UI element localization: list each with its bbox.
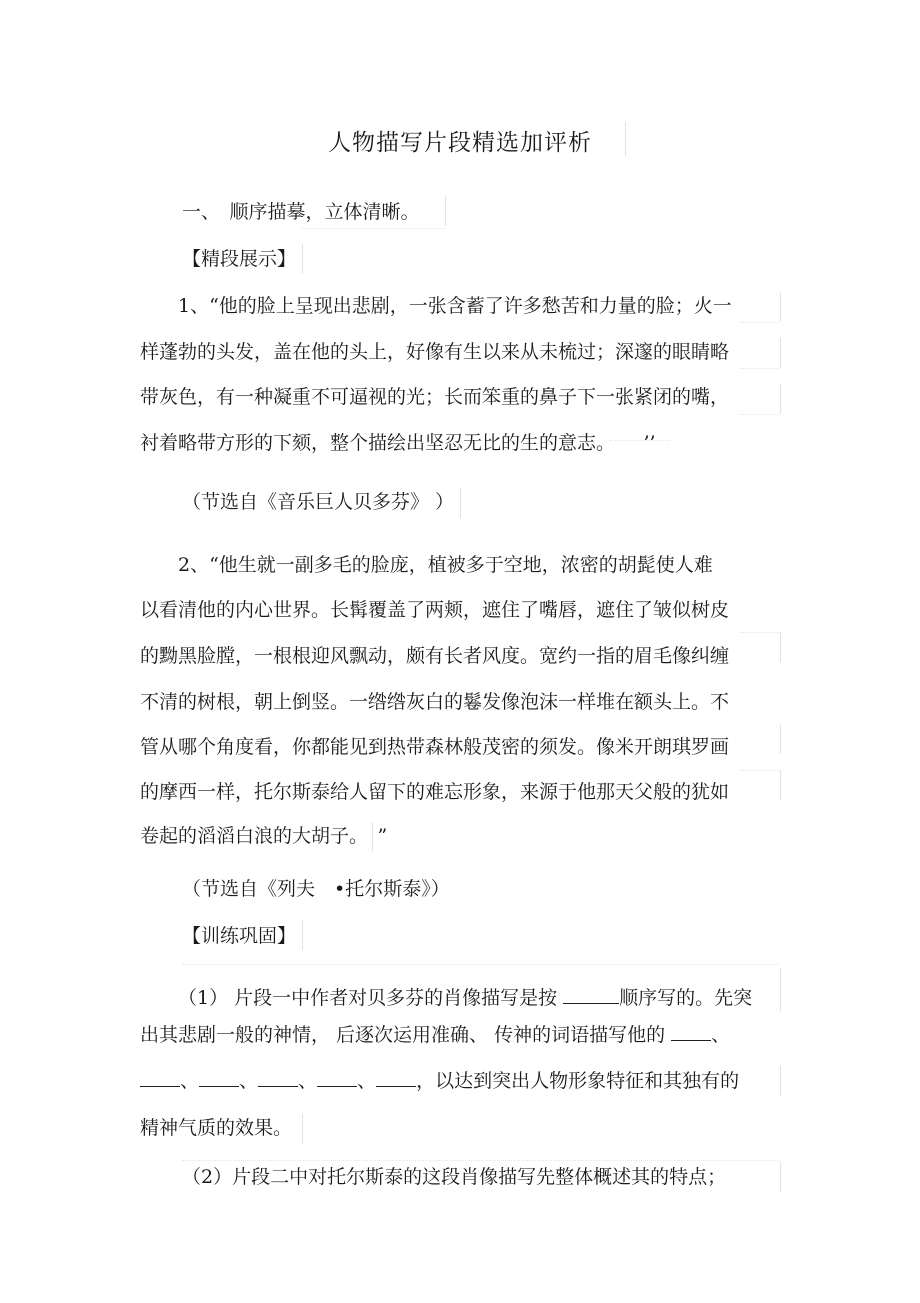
answer-blank[interactable] xyxy=(317,1068,357,1087)
scan-rule xyxy=(780,384,781,414)
scan-rule xyxy=(302,920,303,950)
passage1-line-4: 衬着略带方形的下颏，整个描绘出坚忍无比的生的意志。 ’’ xyxy=(140,432,656,454)
scan-rule xyxy=(740,632,780,633)
question-2-line-1: （2）片段二中对托尔斯泰的这段肖像描写先整体概述其的特点； xyxy=(182,1166,727,1188)
scan-rule xyxy=(780,770,781,800)
scan-rule xyxy=(780,1162,781,1192)
answer-blank[interactable] xyxy=(563,985,619,1004)
document-title: 人物描写片段精选加评析 xyxy=(328,130,592,156)
question-1-line-2 xyxy=(140,1022,730,1047)
scan-rule xyxy=(780,968,781,1012)
scan-rule xyxy=(610,440,670,441)
q1-text-c: 出其悲剧一般的神情， 后逐次运用准确、 传神的词语描写他的 xyxy=(140,1024,672,1046)
passage1-line-2: 样蓬勃的头发，盖在他的头上，好像有生以来从未梳过；深邃的眼睛略 xyxy=(140,341,730,363)
q1-sep: 、 xyxy=(180,1070,200,1092)
answer-blank[interactable] xyxy=(140,1068,180,1087)
scan-rule xyxy=(302,244,303,274)
answer-blank[interactable] xyxy=(376,1068,416,1087)
scan-rule xyxy=(182,1160,780,1161)
answer-blank[interactable] xyxy=(199,1068,239,1087)
q1-sep: 、 xyxy=(239,1070,259,1092)
q1-text-a: （1） 片段一中作者对贝多芬的肖像描写是按 xyxy=(178,987,564,1009)
q1-text-d: ，以达到突出人物形象特征和其独有的 xyxy=(416,1070,740,1092)
passage2-line-2: 以看清他的内心世界。长髯覆盖了两颊，遮住了嘴唇，遮住了皱似树皮 xyxy=(140,599,730,621)
label-showcase: 【精段展示】 xyxy=(182,248,297,270)
label-practice: 【训练巩固】 xyxy=(182,925,297,947)
section-heading: 一、 顺序描摹，立体清晰。 xyxy=(182,201,420,223)
q1-sep: 、 xyxy=(298,1070,318,1092)
answer-blank[interactable] xyxy=(258,1068,298,1087)
scan-rule xyxy=(445,196,446,226)
scan-rule xyxy=(182,964,780,965)
scan-rule xyxy=(372,822,373,852)
scan-rule xyxy=(740,770,780,771)
source-1: （节选自《音乐巨人贝多芬》 ） xyxy=(182,491,455,513)
scan-rule xyxy=(780,632,781,662)
passage2-line-1: 2、“他生就一副多毛的脸庞，植被多于空地，浓密的胡髭使人难 xyxy=(178,554,713,576)
question-1-line-1 xyxy=(178,985,752,1010)
q1-sep: 、 xyxy=(357,1070,377,1092)
scan-rule xyxy=(302,1114,303,1144)
question-1-line-3 xyxy=(140,1068,739,1093)
scan-rule xyxy=(740,368,780,369)
passage2-line-4: 不清的树根，朝上倒竖。一绺绺灰白的鬈发像泡沫一样堆在额头上。不 xyxy=(140,691,730,713)
q1-text-b: 顺序写的。先突 xyxy=(619,987,753,1009)
question-1-line-4: 精神气质的效果。 xyxy=(140,1117,293,1139)
passage1-line-1: 1、“他的脸上呈现出悲剧，一张含蓄了许多愁苦和力量的脸；火一 xyxy=(178,295,732,317)
passage2-line-3: 的黝黑脸膛，一根根迎风飘动，颇有长者风度。宽约一指的眉毛像纠缠 xyxy=(140,645,730,667)
q1-sep: 、 xyxy=(711,1024,731,1046)
scan-rule xyxy=(780,292,781,322)
scan-rule xyxy=(625,122,626,156)
passage1-line-3: 带灰色，有一种凝重不可逼视的光；长而笨重的鼻子下一张紧闭的嘴， xyxy=(140,386,730,408)
passage2-line-7: 卷起的滔滔白浪的大胡子。 ” xyxy=(140,825,388,847)
scan-rule xyxy=(780,338,781,368)
passage2-line-5: 管从哪个角度看，你都能见到热带森林般茂密的须发。像米开朗琪罗画 xyxy=(140,736,730,758)
scan-rule xyxy=(780,724,781,754)
source-2: （节选自《列夫 •托尔斯泰》） xyxy=(182,878,450,900)
passage2-line-6: 的摩西一样，托尔斯泰给人留下的难忘形象，来源于他那天父般的犹如 xyxy=(140,781,730,803)
scan-rule xyxy=(740,414,780,415)
answer-blank[interactable] xyxy=(671,1022,711,1041)
scan-rule xyxy=(740,322,780,323)
scan-rule xyxy=(460,488,461,518)
scan-rule xyxy=(780,1066,781,1096)
scan-rule xyxy=(300,228,445,229)
